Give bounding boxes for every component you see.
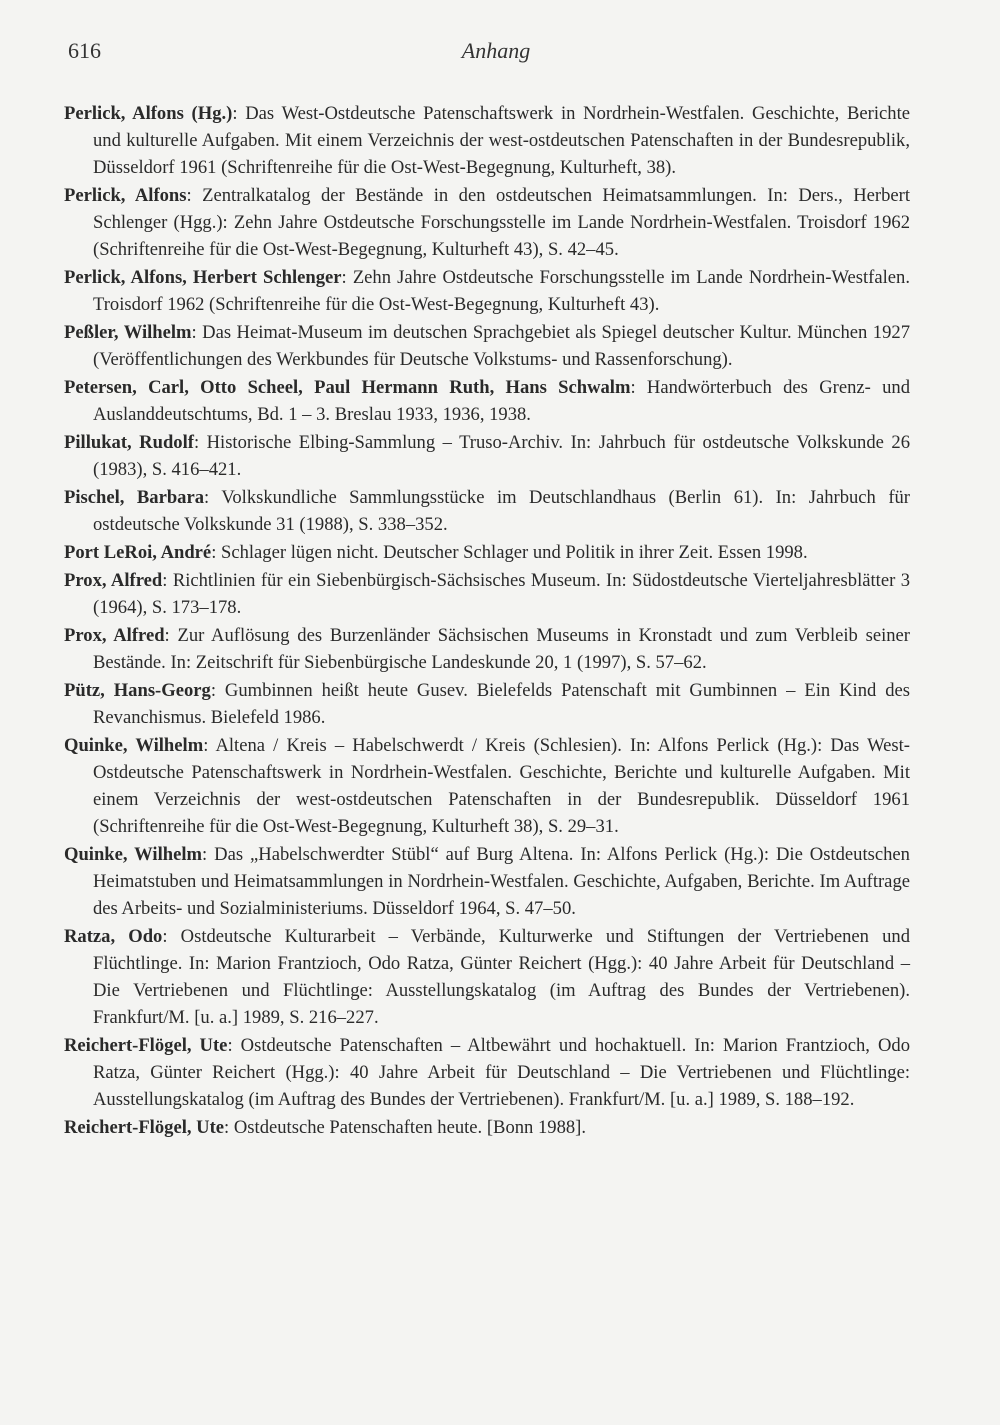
entry-text: : Ostdeutsche Patenschaften – Altbewährt und hochaktuell. In: Marion Frantzioch, Odo Ratza, Günter Reichert (Hgg.): 40 Jahre Arbeit für Deutschland – Die Vertriebenen und Flüchtlinge: Ausstellungskatalog (im Auftrag des Bundes der Vertriebenen). Frankfurt/M. [u. a.] 1989, S. 188–192. bbox=[93, 1035, 910, 1110]
entry-text: : Gumbinnen heißt heute Gusev. Bielefelds Patenschaft mit Gumbinnen – Ein Kind des Revanchismus. Bielefeld 1986. bbox=[93, 680, 911, 728]
entry-author: Reichert-Flögel, Ute bbox=[64, 1117, 225, 1138]
entry-author: Perlick, Alfons (Hg.) bbox=[64, 103, 233, 124]
bibliography-entry bbox=[64, 732, 910, 840]
entry-author: Pillukat, Rudolf bbox=[64, 432, 194, 453]
entry-text: : Richtlinien für ein Siebenbürgisch-Sächsisches Museum. In: Südostdeutsche Vierteljahresblätter 3 (1964), S. 173–178. bbox=[93, 570, 910, 618]
entry-text: : Schlager lügen nicht. Deutscher Schlager und Politik in ihrer Zeit. Essen 1998. bbox=[211, 542, 808, 563]
entry-text: : Das Heimat-Museum im deutschen Sprachgebiet als Spiegel deutscher Kultur. München 1927 (Veröffentlichungen des Werkbundes für Deutsche Volkstums- und Rassenforschung). bbox=[93, 322, 910, 370]
bibliography-entry bbox=[64, 923, 910, 1031]
entry-author: Pütz, Hans-Georg bbox=[64, 680, 211, 701]
entry-author: Ratza, Odo bbox=[64, 926, 163, 947]
entry-text: : Ostdeutsche Kulturarbeit – Verbände, Kulturwerke und Stiftungen der Vertriebenen und Flüchtlinge. In: Marion Frantzioch, Odo Ratza, Günter Reichert (Hgg.): 40 Jahre Arbeit für Deutschland – Die Vertriebenen und Flüchtlinge: Ausstellungskatalog (im Auftrag des Bundes der Vertriebenen). Frankfurt/M. [u. a.] 1989, S. 216–227. bbox=[93, 926, 911, 1028]
bibliography-entry bbox=[64, 1114, 910, 1141]
entry-text: : Handwörterbuch des Grenz- und Auslanddeutschtums, Bd. 1 – 3. Breslau 1933, 1936, 1938. bbox=[93, 377, 910, 425]
entry-author: Peßler, Wilhelm bbox=[64, 322, 192, 343]
entry-author: Reichert-Flögel, Ute bbox=[64, 1035, 228, 1056]
bibliography-entry bbox=[64, 374, 910, 428]
entry-text: : Ostdeutsche Patenschaften heute. [Bonn 1988]. bbox=[224, 1117, 587, 1138]
bibliography-entry bbox=[64, 264, 910, 318]
bibliography-entry bbox=[64, 100, 910, 181]
bibliography-entry bbox=[64, 484, 910, 538]
entry-text: : Zehn Jahre Ostdeutsche Forschungsstelle im Lande Nordrhein-Westfalen. Troisdorf 1962 (Schriftenreihe für die Ost-West-Begegnung, Kulturheft 43). bbox=[93, 267, 910, 315]
bibliography-entry bbox=[64, 429, 910, 483]
entry-author: Quinke, Wilhelm bbox=[64, 844, 203, 865]
running-header bbox=[64, 38, 928, 72]
running-header-title: Anhang bbox=[461, 38, 531, 63]
entry-author: Prox, Alfred bbox=[64, 570, 163, 591]
entry-author: Quinke, Wilhelm bbox=[64, 735, 204, 756]
entry-text: : Das „Habelschwerdter Stübl“ auf Burg Altena. In: Alfons Perlick (Hg.): Die Ostdeutschen Heimatstuben und Heimatsammlungen in Nordrhein-Westfalen. Geschichte, Aufgaben, Berichte. Im Auftrage des Arbeits- und Sozialministeriums. Düsseldorf 1964, S. 47–50. bbox=[93, 844, 910, 919]
entry-text: : Volkskundliche Sammlungsstücke im Deutschlandhaus (Berlin 61). In: Jahrbuch für ostdeutsche Volkskunde 31 (1988), S. 338–352. bbox=[93, 487, 910, 535]
entry-author: Perlick, Alfons, Herbert Schlenger bbox=[64, 267, 342, 288]
entry-author: Prox, Alfred bbox=[64, 625, 165, 646]
entry-author: Perlick, Alfons bbox=[64, 185, 187, 206]
bibliography-entry bbox=[64, 539, 910, 566]
bibliography-list bbox=[64, 100, 910, 1142]
entry-text: : Altena / Kreis – Habelschwerdt / Kreis (Schlesien). In: Alfons Perlick (Hg.): Das West-Ostdeutsche Patenschaftswerk in Nordrhein-Westfalen. Geschichte, Berichte und kulturelle Aufgaben. Mit einem Verzeichnis der west-ostdeutschen Patenschaften in der Bundesrepublik. Düsseldorf 1961 (Schriftenreihe für die Ost-West-Begegnung, Kulturheft 38), S. 29–31. bbox=[93, 735, 910, 837]
entry-author: Pischel, Barbara bbox=[64, 487, 205, 508]
entry-text: : Zur Auflösung des Burzenländer Sächsischen Museums in Kronstadt und zum Verbleib seiner Bestände. In: Zeitschrift für Siebenbürgische Landeskunde 20, 1 (1997), S. 57–62. bbox=[93, 625, 910, 673]
bibliography-entry bbox=[64, 567, 910, 621]
entry-author: Petersen, Carl, Otto Scheel, Paul Hermann Ruth, Hans Schwalm bbox=[64, 377, 631, 398]
bibliography-entry bbox=[64, 182, 910, 263]
entry-text: : Zentralkatalog der Bestände in den ostdeutschen Heimatsammlungen. In: Ders., Herbert Schlenger (Hgg.): Zehn Jahre Ostdeutsche Forschungsstelle im Lande Nordrhein-Westfalen. Troisdorf 1962 (Schriftenreihe für die Ost-West-Begegnung, Kulturheft 43), S. 42–45. bbox=[93, 185, 910, 260]
bibliography-entry bbox=[64, 319, 910, 373]
entry-author: Port LeRoi, André bbox=[64, 542, 212, 563]
bibliography-entry bbox=[64, 841, 910, 922]
entry-text: : Historische Elbing-Sammlung – Truso-Archiv. In: Jahrbuch für ostdeutsche Volkskunde 26 (1983), S. 416–421. bbox=[93, 432, 910, 480]
entry-text: : Das West-Ostdeutsche Patenschaftswerk in Nordrhein-Westfalen. Geschichte, Berichte und kulturelle Aufgaben. Mit einem Verzeichnis der west-ostdeutschen Patenschaften in der Bundesrepublik, Düsseldorf 1961 (Schriftenreihe für die Ost-West-Begegnung, Kulturheft, 38). bbox=[93, 103, 910, 178]
page-number: 616 bbox=[68, 38, 101, 63]
bibliography-entry bbox=[64, 622, 910, 676]
bibliography-entry bbox=[64, 1032, 910, 1113]
bibliography-entry bbox=[64, 677, 910, 731]
